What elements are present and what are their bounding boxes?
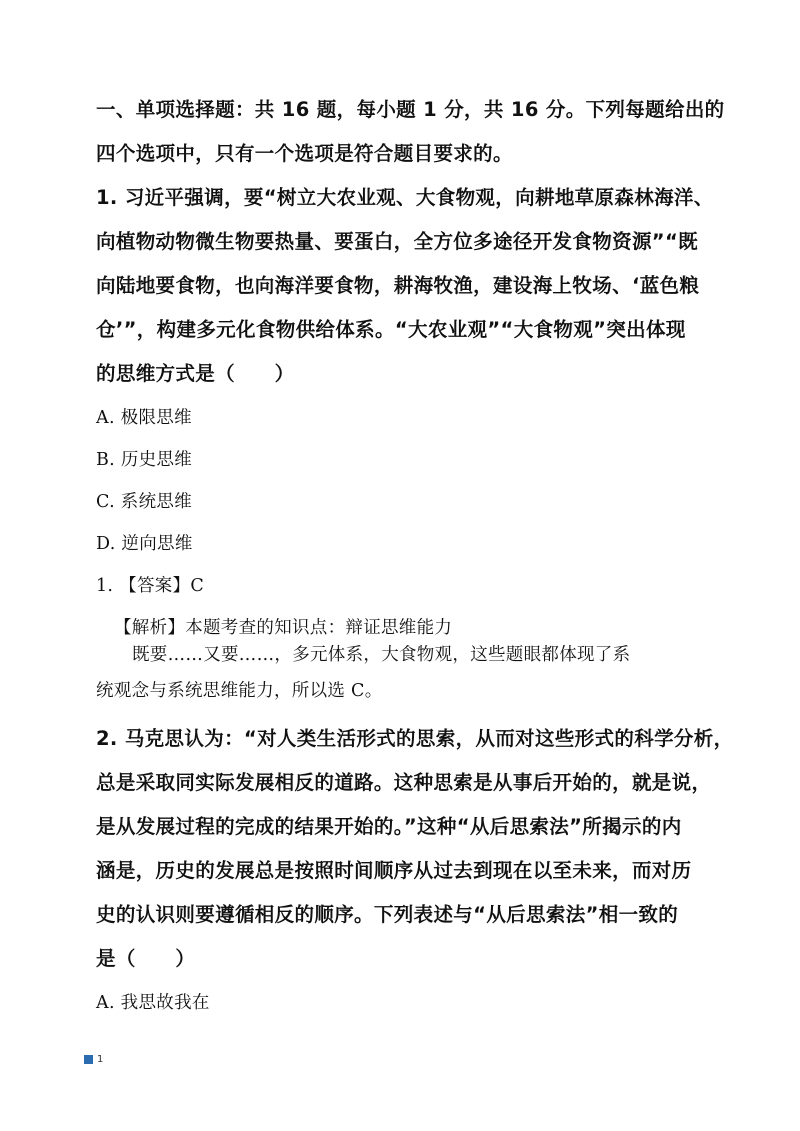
question-2-stem-line: 是（ ） bbox=[96, 947, 196, 970]
question-1-option-d: D. 逆向思维 bbox=[96, 534, 193, 554]
question-1-analysis-title: 【解析】本题考查的知识点：辩证思维能力 bbox=[114, 618, 453, 638]
question-1-option-a: A. 极限思维 bbox=[96, 408, 192, 428]
question-1-analysis-line: 既要……又要……，多元体系，大食物观，这些题眼都体现了系 bbox=[132, 645, 631, 665]
page-content bbox=[96, 98, 734, 1034]
square-bullet-icon bbox=[84, 1055, 93, 1064]
question-1-stem-line: 的思维方式是（ ） bbox=[96, 362, 295, 385]
question-2-stem-line: 是从发展过程的完成的结果开始的。”这种“从后思索法”所揭示的内 bbox=[96, 815, 682, 838]
question-2-stem-line: 2. 马克思认为：“对人类生活形式的思索，从而对这些形式的科学分析， bbox=[96, 727, 734, 750]
question-1-stem-line: 仓’”，构建多元化食物供给体系。“大农业观”“大食物观”突出体现 bbox=[96, 318, 686, 341]
page-number: 1 bbox=[97, 1054, 104, 1065]
question-2-stem-line: 涵是，历史的发展总是按照时间顺序从过去到现在以至未来，而对历 bbox=[96, 859, 692, 882]
section-header-line-1: 一、单项选择题：共 16 题，每小题 1 分，共 16 分。下列每题给出的 bbox=[96, 98, 725, 121]
question-1-stem-line: 向植物动物微生物要热量、要蛋白，全方位多途径开发食物资源”“既 bbox=[96, 230, 698, 253]
question-2-stem-line: 总是采取同实际发展相反的道路。这种思索是从事后开始的，就是说， bbox=[96, 771, 712, 794]
page-footer bbox=[84, 1054, 103, 1065]
question-1-option-b: B. 历史思维 bbox=[96, 450, 193, 470]
question-2-option-a: A. 我思故我在 bbox=[96, 993, 210, 1013]
question-1-stem-line: 向陆地要食物，也向海洋要食物，耕海牧渔，建设海上牧场、‘蓝色粮 bbox=[96, 274, 700, 297]
section-header-line-2: 四个选项中，只有一个选项是符合题目要求的。 bbox=[96, 142, 513, 165]
question-1-stem-line: 1. 习近平强调，要“树立大农业观、大食物观，向耕地草原森林海洋、 bbox=[96, 186, 714, 209]
question-1-answer: 1. 【答案】C bbox=[96, 576, 205, 596]
question-1-analysis-line: 统观念与系统思维能力，所以选 C。 bbox=[96, 681, 383, 701]
question-2-stem-line: 史的认识则要遵循相反的顺序。下列表述与“从后思索法”相一致的 bbox=[96, 903, 679, 926]
question-1-option-c: C. 系统思维 bbox=[96, 492, 192, 512]
